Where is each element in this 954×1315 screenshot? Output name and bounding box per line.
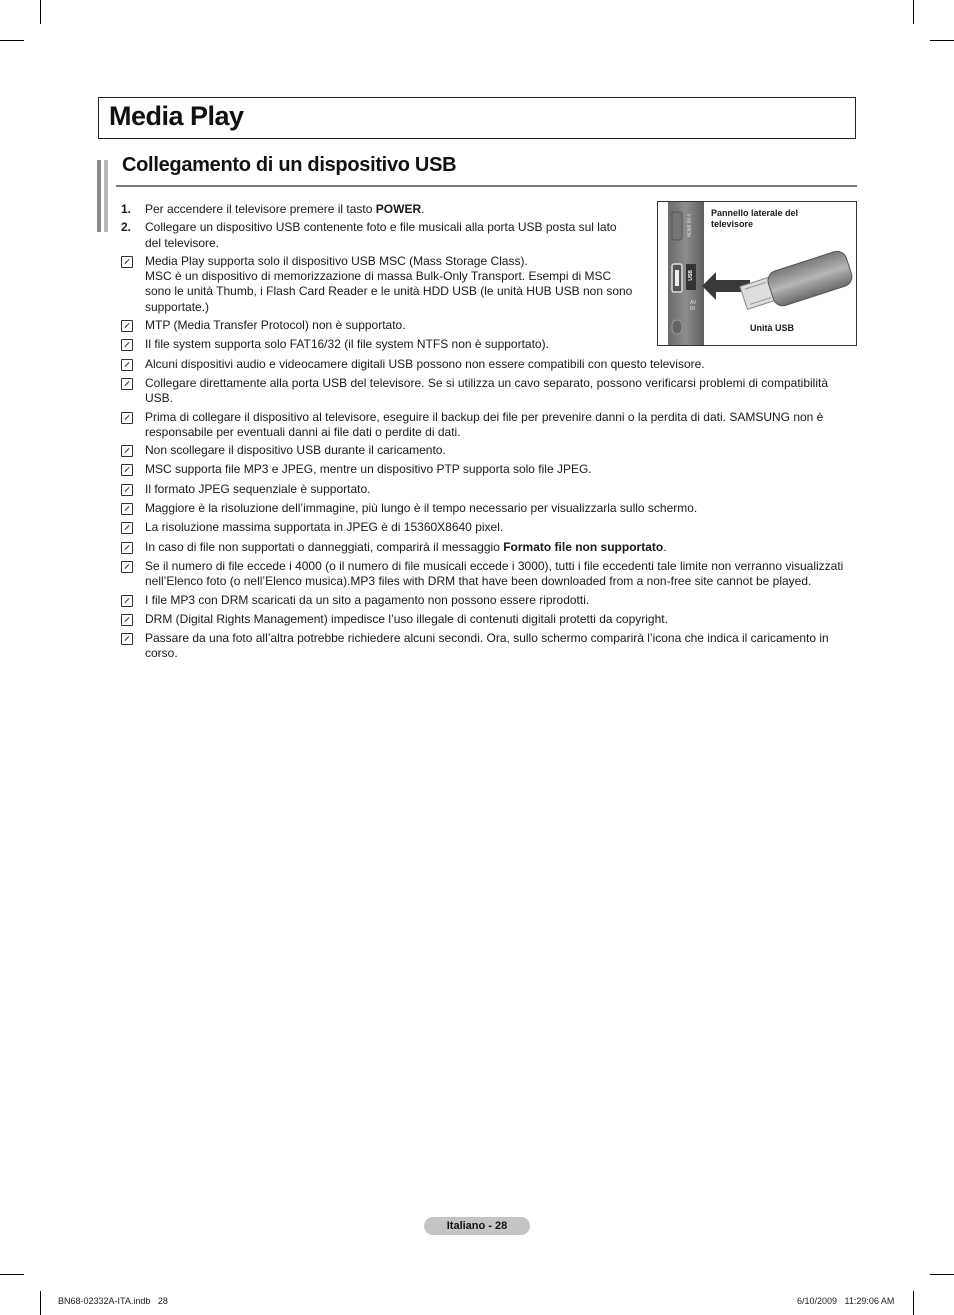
section-rule [116,185,857,187]
note-icon [121,464,133,476]
note-text: Passare da una foto all’altra potrebbe richiedere alcuni secondi. Ora, sullo schermo comparirà l’icona che indica il caricamento in corso. [145,631,829,661]
crop-mark [0,40,24,41]
av-port-label: AV IN [690,300,697,312]
section-bar [104,160,108,232]
note-icon [121,339,133,351]
usb-device-label: Unità USB [750,323,795,333]
note-text: Se il numero di file eccede i 4000 (o il numero di file musicali eccede i 3000), tutti i file eccedenti tale limite non verranno visualizzati nell’Elenco foto (o nell’Elenco musica).MP3 files with DRM that have been downloaded from a non-free site cannot be played. [145,558,844,589]
note-icon [121,614,133,626]
crop-mark [0,1274,24,1275]
note-item [121,520,857,536]
usb-connection-figure [657,201,857,346]
page-title: Media Play [109,101,244,131]
note-text: In caso di file non supportati o danneggiati, comparirà il messaggio Formato file non supportato. [145,539,667,554]
step-text: Collegare un dispositivo USB contenente foto e file musicali alla porta USB posta sul lato del televisore. [145,220,617,250]
note-item [121,482,857,498]
note-item [121,357,857,373]
note-icon [121,595,133,607]
note-icon [121,256,133,268]
note-item [121,443,857,459]
crop-mark [40,0,41,24]
crop-mark [40,1291,41,1315]
usb-port-label: USB [688,270,694,281]
panel-label: Pannello laterale del televisore [711,208,799,229]
step-number: 1. [121,202,132,216]
note-icon [121,561,133,573]
note-text: MSC supporta file MP3 e JPEG, mentre un dispositivo PTP supporta solo file JPEG. [145,462,592,477]
crop-mark [913,0,914,24]
note-item [121,559,857,590]
note-text: I file MP3 con DRM scaricati da un sito a pagamento non possono essere riprodotti. [145,592,590,607]
crop-mark [930,40,954,41]
note-icon [121,633,133,645]
print-timestamp: 6/10/2009 11:29:06 AM [797,1296,895,1306]
page-number-badge: Italiano - 28 [424,1217,530,1235]
note-text: Il formato JPEG sequenziale è supportato. [145,481,371,496]
note-text: La risoluzione massima supportata in JPEG è di 15360X8640 pixel. [145,520,504,535]
note-text: DRM (Digital Rights Management) impedisce l’uso illegale di contenuti digitali protetti da copyright. [145,611,668,626]
crop-mark [930,1274,954,1275]
note-item [121,593,857,609]
note-item [121,612,857,628]
note-icon [121,378,133,390]
section-bar [97,160,101,232]
note-text: Alcuni dispositivi audio e videocamere digitali USB possono non essere compatibili con questo televisore. [145,356,705,371]
note-text: Media Play supporta solo il dispositivo USB MSC (Mass Storage Class). MSC è un dispositivo di memorizzazione di massa Bulk-Only Transport. Esempi di MSC sono le unità Thumb, i Flash Card Reader e le unità HDD USB (le unità HUB USB non sono supportate.) [145,253,633,314]
print-file-info: BN68-02332A-ITA.indb 28 [58,1296,168,1306]
note-item [121,410,857,441]
step-number: 2. [121,220,132,235]
note-icon [121,445,133,457]
note-icon [121,320,133,332]
note-text: MTP (Media Transfer Protocol) non è supportato. [145,318,406,333]
note-icon [121,542,133,554]
section-title: Collegamento di un dispositivo USB [122,154,457,176]
note-item [121,376,857,407]
page-title-box [98,97,856,139]
crop-mark [913,1291,914,1315]
note-item [121,462,857,478]
note-item [121,540,857,556]
note-text: Non scollegare il dispositivo USB durante il caricamento. [145,443,446,458]
note-item [121,501,857,517]
note-icon [121,503,133,515]
note-icon [121,484,133,496]
note-text: Prima di collegare il dispositivo al televisore, eseguire il backup dei file per prevenire danni o la perdita di dati. SAMSUNG non è responsabile per eventuali danni ai file dati o perdite di dati. [145,409,824,439]
note-text: Collegare direttamente alla porta USB del televisore. Se si utilizza un cavo separato, possono verificarsi problemi di compatibilità USB. [145,375,829,406]
note-text: Il file system supporta solo FAT16/32 (il file system NTFS non è supportato). [145,337,549,352]
step-text: Per accendere il televisore premere il tasto POWER. [145,202,425,216]
hdmi-port-label: HDMI IN 4 [687,214,693,238]
note-icon [121,522,133,534]
note-icon [121,359,133,371]
note-text: Maggiore è la risoluzione dell’immagine, più lungo è il tempo necessario per visualizzarla sullo schermo. [145,501,698,516]
note-icon [121,412,133,424]
note-item [121,631,857,662]
